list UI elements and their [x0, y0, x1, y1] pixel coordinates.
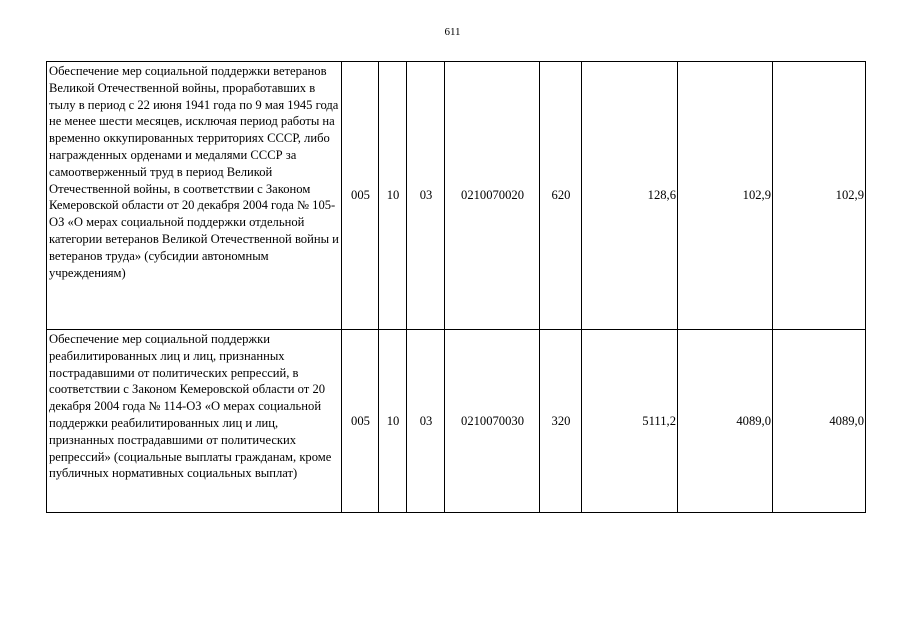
amount-1: 5111,2: [582, 330, 678, 513]
page-number: 611: [444, 26, 461, 38]
subsection-code: 03: [407, 62, 445, 330]
ministry-code: 005: [342, 62, 379, 330]
expense-type-code: 620: [540, 62, 582, 330]
ministry-code: 005: [342, 330, 379, 513]
target-article-code: 0210070030: [445, 330, 540, 513]
amount-1: 128,6: [582, 62, 678, 330]
table-row: [47, 62, 866, 330]
target-article-code: 0210070020: [445, 62, 540, 330]
amount-3: 102,9: [773, 62, 866, 330]
amount-3: 4089,0: [773, 330, 866, 513]
section-code: 10: [379, 330, 407, 513]
row-description: Обеспечение мер социальной поддержки ветеранов Великой Отечественной войны, проработавших в тылу в период с 22 июня 1941 года по 9 мая 1945 года не менее шести месяцев, исключая период работы на временно оккупированных территориях СССР, либо награжденных орденами и медалями СССР за самоотверженный труд в период Великой Отечественной войны, в соответствии с Законом Кемеровской области от 20 декабря 2004 года № 105-ОЗ «О мерах социальной поддержки отдельной категории ветеранов Великой Отечественной войны и ветеранов труда» (субсидии автономным учреждениям): [47, 62, 342, 330]
amount-2: 4089,0: [678, 330, 773, 513]
section-code: 10: [379, 62, 407, 330]
expense-type-code: 320: [540, 330, 582, 513]
subsection-code: 03: [407, 330, 445, 513]
amount-2: 102,9: [678, 62, 773, 330]
budget-table: [46, 61, 866, 513]
row-description: Обеспечение мер социальной поддержки реабилитированных лиц и лиц, признанных пострадавшими от политических репрессий, в соответствии с Законом Кемеровской области от 20 декабря 2004 года № 114-ОЗ «О мерах социальной поддержки реабилитированных лиц и лиц, признанных пострадавшими от политических репрессий» (социальные выплаты гражданам, кроме публичных нормативных социальных выплат): [47, 330, 342, 513]
table-row: [47, 330, 866, 513]
